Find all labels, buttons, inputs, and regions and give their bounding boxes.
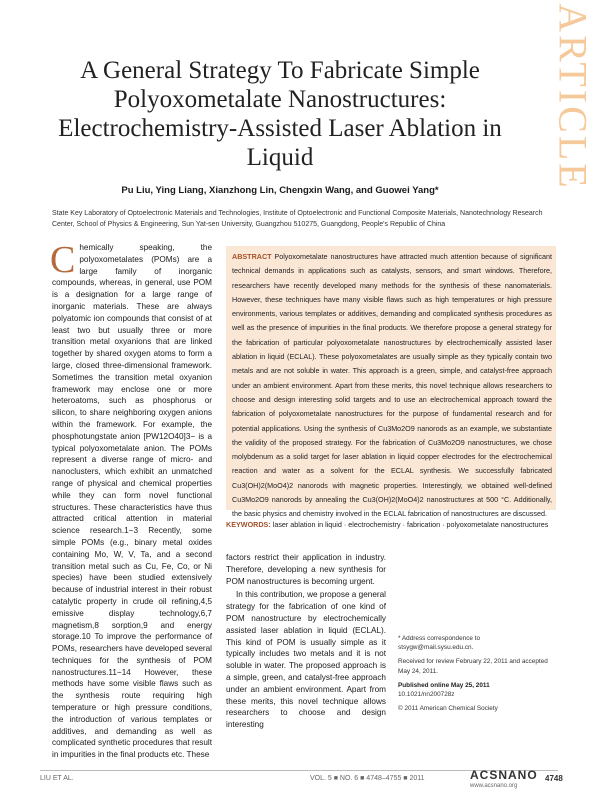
article-title: A General Strategy To Fabricate Simple Polyoxometalate Nanostructures: Electrochemistry-Assisted Laser Ablation in Liquid [58, 57, 502, 171]
footer-citation: VOL. 5 ■ NO. 6 ■ 4748–4755 ■ 2011 [310, 775, 425, 782]
keywords-text: laser ablation in liquid · electrochemistry · fabrication · polyoxometalate nanostructures [272, 520, 549, 529]
drop-cap: C [50, 239, 76, 281]
correspondence-email[interactable]: stsygw@mail.sysu.edu.cn. [398, 644, 474, 652]
received-date: Received for review February 22, 2011 and accepted May 24, 2011. [398, 658, 548, 675]
published-date: Published online May 25, 2011 [398, 681, 490, 689]
body-paragraph: factors restrict their application in industry. Therefore, developing a new synthesis for POM nanostructures is becoming urgent. [226, 553, 386, 586]
journal-logo: ACSNANO [470, 768, 538, 782]
journal-url[interactable]: www.acsnano.org [470, 783, 518, 789]
abstract-text: Polyoxometalate nanostructures have attracted much attention because of significant technical demands in applications such as catalysts, sensors, and smart windows. Therefore, researchers have recently developed many methods for the synthesis of these nanomaterials. However, these techniques have many visible flaws such as high temperatures or high pressure environments, various templates or additives, demanding and complicated synthesis procedures as well as the presence of impurities in the final products. We therefore propose a general strategy for the fabrication of particular polyoxometalate nanostructures by electrochemically assisted laser ablation in liquid (ECLAL). These polyoxometalates are usually simple as they typically contain two metals and are not soluble in water. This approach is a green, simple, and catalyst-free approach under an ambient environment. Apart from these merits, this novel technique allows researchers to choose and design interesting solid targets and to use an electrochemical approach toward the fabrication of polyoxometalate nanostructures for the purpose of fundamental research and for potential applications. Using the synthesis of Cu3Mo2O9 nanorods as an example, we substantiate the validity of the proposed strategy. For the fabrication of Cu3Mo2O9 nanostructures, we chose molybdenum as a solid target for laser ablation in liquid copper electrodes for the electrochemical reaction and water as a solvent for the ECLAL synthesis. We successfully fabricated Cu3(OH)2(MoO4)2 nanorods with magnetic properties. Interestingly, we obtained well-defined Cu3Mo2O9 nanorods by annealing the Cu3(OH)2(MoO4)2 nanostructures at 500 °C. Additionally, the basic physics and chemistry involved in the ECLAL fabrication of nanostructures are discussed. [232, 252, 552, 519]
copyright: © 2011 American Chemical Society [398, 705, 498, 713]
abstract [232, 250, 552, 522]
body-paragraph: In this contribution, we propose a general strategy for the fabrication of one kind of POM nanostructure by electrochemically assisted laser ablation in liquid (ECLAL). This kind of POM is usually simple as it typically includes two metals and it is not soluble in water. The proposed approach is a simple, green, and catalyst-free approach under an ambient environment. Apart from these merits, this novel technique allows researchers to choose and design interesting [226, 590, 386, 730]
author-list: Pu Liu, Ying Liang, Xianzhong Lin, Chengxin Wang, and Guowei Yang* [121, 185, 439, 196]
article-notes [398, 634, 554, 718]
page-number: 4748 [545, 774, 563, 783]
intro-column [50, 239, 212, 761]
correspondence-label: * Address correspondence to [398, 635, 481, 642]
article-section-label: ARTICLE [550, 3, 596, 191]
body-column [226, 552, 386, 731]
keywords [226, 520, 556, 530]
footer-authors: LIU ET AL. [40, 775, 74, 782]
abstract-label: ABSTRACT [232, 252, 272, 261]
keywords-label: KEYWORDS: [226, 520, 271, 529]
doi[interactable]: 10.1021/nn200728z [398, 691, 455, 699]
affiliation: State Key Laboratory of Optoelectronic Materials and Technologies, Institute of Optoelectronic and Functional Composite Materials, Nanotechnology Research Center, School of Physics & Engineering, Sun Yat-sen University, Guangzhou 510275, Guangdong, People's Republic of China [52, 210, 543, 228]
intro-text: hemically speaking, the polyoxometalates (POMs) are a large family of inorganic compounds, whereas, in general, use POM is a designation for a large range of inorganic materials. These are always polyatomic ion compounds that consist of at least two but usually three or more transition metal oxyanions that are linked together by shared oxygen atoms to form a large, closed three-dimensional framework. Sometimes the transition metal oxyanion framework may enclose one or more heteroatoms, such as phosphorus or silicon, to share neighboring oxygen anions within the framework. For example, the phosphotungstate anion [PW12O40]3− is a typical polyoxometalate anion. The POMs represent a diverse range of micro- and nanoclusters, which exhibit an unmatched range of physical and chemical properties while they can form novel functional structures. These characteristics have thus attracted critical attention in material science research.1−3 Recently, some simple POMs (e.g., binary metal oxides containing Mo, W, V, Ta, and a second transition metal such as Cu, Fe, Co, or Ni species) have been studied extensively because of industrial interest in their robust catalytic property in crude oil refining,4,5 emissive display technology,6,7 magnetism,8 sorption,9 and energy storage.10 To improve the performance of POMs, researchers have developed several techniques for the synthesis of POM nanostructures.11−14 However, these methods have some visible flaws such as the synthesis route requiring high temperature or high pressure conditions, the introduction of various templates or additives, and demanding as well as complicated synthetic procedures that result in impurities in the final products etc. These [52, 243, 212, 760]
